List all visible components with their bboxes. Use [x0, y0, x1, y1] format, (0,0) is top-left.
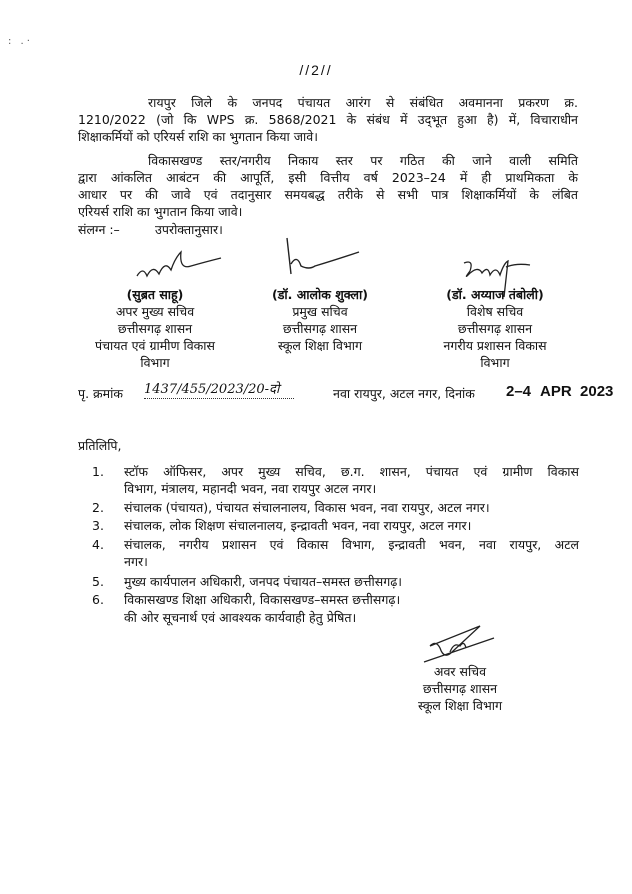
list-number: 2. — [92, 500, 104, 515]
copy-to-heading: प्रतिलिपि, — [78, 438, 122, 453]
list-item-cont: नगर। — [124, 554, 148, 569]
paragraph-line: द्वारा आंकलित आबंटन की आपूर्ति, इसी वित्तीय वर्ष 2023–24 में ही प्राथमिकता के — [78, 170, 578, 185]
signatory-org: छत्तीसगढ़ शासन — [117, 321, 193, 336]
final-signature-scribble — [420, 622, 500, 664]
reference-date-stamp: APR 2023 — [540, 383, 614, 400]
signatory-2 — [250, 286, 390, 354]
signatory-org: छत्तीसगढ़ शासन — [457, 321, 533, 336]
reference-place: नवा रायपुर, अटल नगर, दिनांक — [333, 386, 475, 401]
signatory-1 — [60, 286, 250, 371]
signature-2-scribble — [285, 236, 365, 278]
signatory-name: (सुब्रत साहू) — [126, 287, 184, 302]
reference-date-day: 2–4 — [506, 383, 532, 400]
list-number: 6. — [92, 592, 104, 607]
scan-marks: : .· — [8, 36, 33, 47]
paragraph-line: आधार पर की जावे एवं तदानुसार समयबद्ध तरीके से सभी पात्र शिक्षाकर्मियों के लंबित — [78, 187, 578, 202]
final-signatory-dept: स्कूल शिक्षा विभाग — [417, 698, 503, 713]
signatory-dept: पंचायत एवं ग्रामीण विकास — [95, 338, 215, 353]
copy-to-closing: की ओर सूचनार्थ एवं आवश्यक कार्यवाही हेतु प्रेषित। — [124, 610, 357, 625]
signatory-title: अपर मुख्य सचिव — [115, 304, 195, 319]
signatory-name: (डॉ. आलोक शुक्ला) — [272, 287, 368, 302]
signatory-dept: नगरीय प्रशासन विकास — [443, 338, 547, 353]
list-item: संचालक, लोक शिक्षण संचालनालय, इन्द्रावती भवन, नवा रायपुर, अटल नगर। — [124, 518, 472, 533]
paragraph-line: शिक्षाकर्मियों को एरियर्स राशि का भुगतान किया जावे। — [78, 129, 318, 144]
signatory-dept: विभाग — [480, 355, 510, 370]
page-number: //2// — [299, 62, 333, 78]
list-number: 3. — [92, 518, 104, 533]
final-signatory — [380, 663, 540, 714]
final-signatory-title: अवर सचिव — [433, 664, 487, 679]
paragraph-line: रायपुर जिले के जनपद पंचायत आरंग से संबंधित अवमानना प्रकरण क्र. — [148, 95, 578, 110]
list-item-cont: विभाग, मंत्रालय, महानदी भवन, नवा रायपुर अटल नगर। — [124, 481, 377, 496]
paragraph-line: 1210/2022 (जो कि WPS क्र. 5868/2021 के संबंध में उद्‌भूत हुआ है) में, विचाराधीन — [78, 112, 578, 127]
signatory-3 — [410, 286, 580, 371]
final-signatory-org: छत्तीसगढ़ शासन — [422, 681, 498, 696]
paragraph-line: विकासखण्ड स्तर/नगरीय निकाय स्तर पर गठित की जाने वाली समिति — [148, 153, 578, 168]
signatory-name: (डॉ. अय्याज तंबोली) — [446, 287, 544, 302]
signatory-title: प्रमुख सचिव — [292, 304, 348, 319]
list-number: 4. — [92, 537, 104, 552]
list-item: मुख्य कार्यपालन अधिकारी, जनपद पंचायत–समस्त छत्तीसगढ़। — [124, 574, 403, 589]
signatory-org: छत्तीसगढ़ शासन — [282, 321, 358, 336]
list-number: 1. — [92, 464, 104, 479]
enclosure-value: उपरोक्तानुसार। — [155, 222, 223, 237]
signature-1-scribble — [135, 250, 225, 280]
enclosure-label: संलग्न :– — [78, 222, 120, 237]
signatory-dept: स्कूल शिक्षा विभाग — [277, 338, 363, 353]
list-item: स्टॉफ ऑफिसर, अपर मुख्य सचिव, छ.ग. शासन, पंचायत एवं ग्रामीण विकास — [124, 464, 579, 479]
paragraph-line: एरियर्स राशि का भुगतान किया जावे। — [78, 204, 243, 219]
reference-label: पृ. क्रमांक — [78, 386, 123, 401]
reference-number: 1437/455/2023/20-दो — [144, 381, 294, 399]
list-item: विकासखण्ड शिक्षा अधिकारी, विकासखण्ड–समस्त छत्तीसगढ़। — [124, 592, 401, 607]
signatory-title: विशेष सचिव — [466, 304, 524, 319]
signatory-dept: विभाग — [140, 355, 170, 370]
list-item: संचालक (पंचायत), पंचायत संचालनालय, विकास भवन, नवा रायपुर, अटल नगर। — [124, 500, 490, 515]
list-item: संचालक, नगरीय प्रशासन एवं विकास विभाग, इन्द्रावती भवन, नवा रायपुर, अटल — [124, 537, 579, 552]
list-number: 5. — [92, 574, 104, 589]
